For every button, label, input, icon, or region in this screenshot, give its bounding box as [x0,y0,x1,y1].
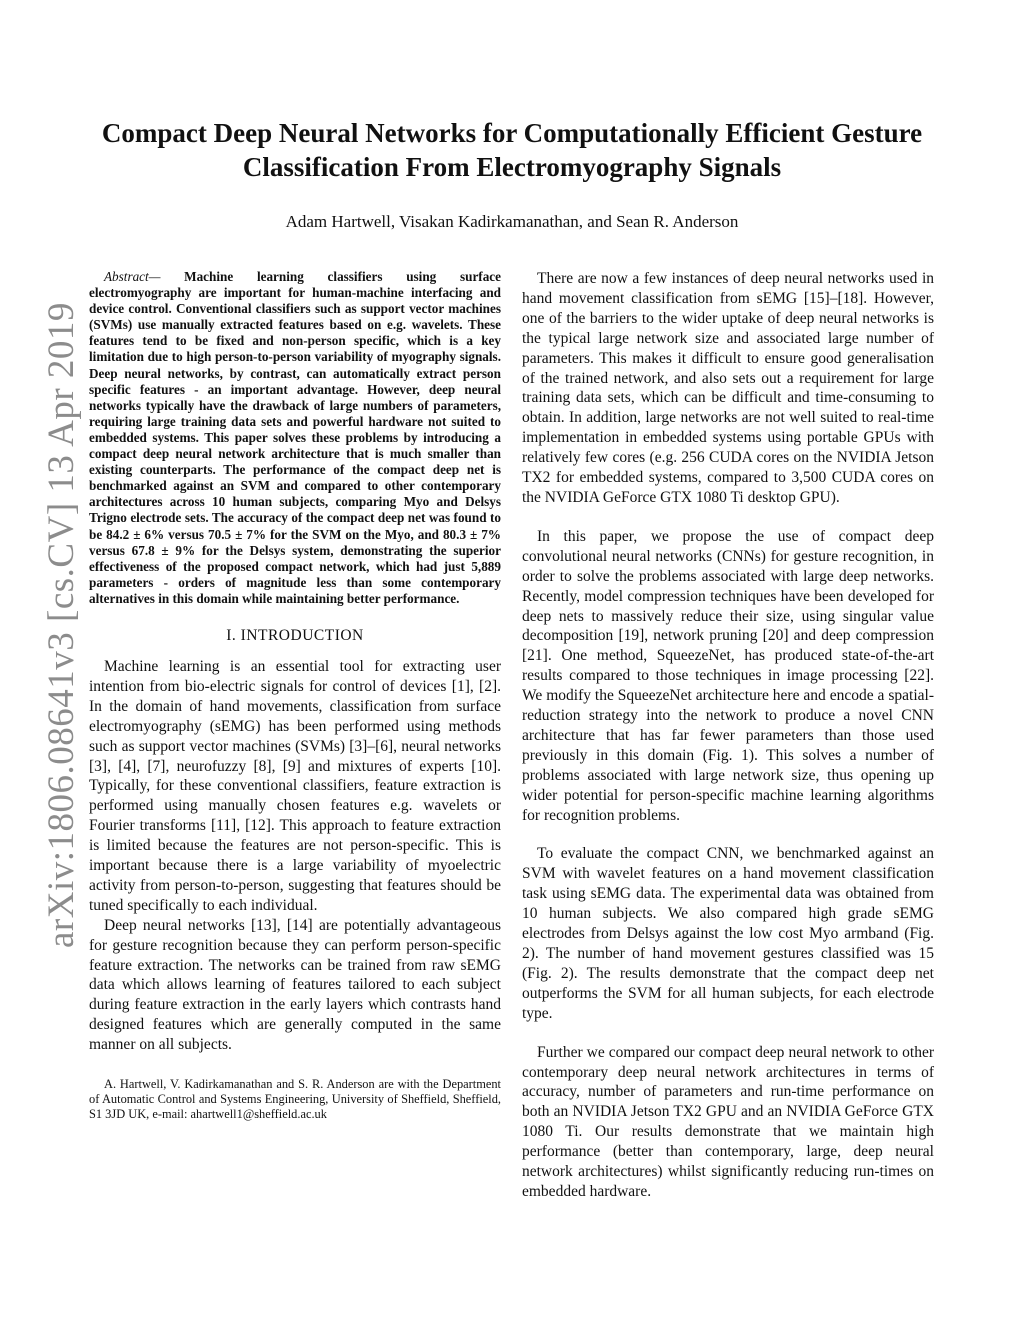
intro-paragraph-2: Deep neural networks [13], [14] are potentially advantageous for gesture recognition because they can perform person-specific feature extraction. The networks can be trained from raw sEMG data which allows learning of features tailored to each subject during feature extraction in the early layers which contrasts hand designed features which are generally computed in the same manner on all subjects. [89,916,501,1054]
intro-paragraph-4: In this paper, we propose the use of compact deep convolutional neural networks (CNNs) for gesture recognition, in order to solve the problems associated with large deep networks. Recently, model compression techniques have been developed for deep nets to massively reduce their size, using singular value decomposition [19], network pruning [20] and deep compression [21]. One method, SqueezeNet, has produced state-of-the-art results compared to those techniques in image processing [22]. We modify the SqueezeNet architecture here and encode a spatial-reduction strategy into the network to produce a novel CNN architecture that has far fewer parameters than those used previously in this domain (Fig. 1). This solves a number of problems associated with large network size, thus opening up wider potential for person-specific machine learning algorithms for recognition problems. [522,527,934,824]
paper-title [80,116,944,184]
intro-paragraph-5: To evaluate the compact CNN, we benchmarked against an SVM with wavelet features on a hand movement classification task using sEMG data. The experimental data was obtained from 10 human subjects. We also compared high grade sEMG electrodes from Delsys against the low cost Myo armband (Fig. 2). The number of hand movement gestures classified was 15 (Fig. 2). The results demonstrate that the compact deep net outperforms the SVM for all human subjects, for each electrode type. [522,845,934,1022]
author-list: Adam Hartwell, Visakan Kadirkamanathan, and Sean R. Anderson [285,212,739,231]
section-heading-introduction: I. INTRODUCTION [226,626,364,644]
left-column [89,269,501,1122]
title-line-2: Classification From Electromyography Signals [242,152,782,182]
author-affiliation-footnote: A. Hartwell, V. Kadirkamanathan and S. R. Anderson are with the Department of Automatic Control and Systems Engineering, University of Sheffield, Sheffield, S1 3JD UK, e-mail: ahartwell1@sheffield.ac.uk [89,1077,501,1122]
right-column [522,269,934,1202]
abstract [89,269,501,607]
intro-paragraph-6: Further we compared our compact deep neural network to other contemporary deep neural network architectures in terms of accuracy, number of parameters and run-time performance on both an NVIDIA Jetson TX2 GPU and an NVIDIA GeForce GTX 1080 Ti. Our results demonstrate that we maintain high performance (better than contemporary, large, deep neural network architectures) whilst significantly reducing run-times on embedded hardware. [522,1043,934,1200]
abstract-label: Abstract— [104,269,161,284]
abstract-text: Machine learning classifiers using surface electromyography are important for human-machine interfacing and device control. Conventional classifiers such as support vector machines (SVMs) use manually extracted features based on e.g. wavelets. These features tend to be fixed and non-person specific, which is a key limitation due to high person-to-person variability of myography signals. Deep neural networks, by contrast, can automatically extract person specific features - an important advantage. However, deep neural networks typically have the drawback of large numbers of parameters, requiring large training data sets and powerful hardware not suited to embedded systems. This paper solves these problems by introducing a compact deep neural network architecture that is much smaller than existing counterparts. The performance of the compact deep net is benchmarked against an SVM and compared to other contemporary architectures across 10 human subjects, comparing Myo and Delsys Trigno electrode sets. The accuracy of the compact deep net was found to be 84.2 ± 6% versus 70.5 ± 7% for the SVM on the Myo, and 80.3 ± 7% versus 67.8 ± 9% for the Delsys system, demonstrating the superior effectiveness of the proposed compact network, which had just 5,889 parameters - orders of magnitude less than some contemporary alternatives in this domain while maintaining better performance. [89,269,501,606]
intro-paragraph-3: There are now a few instances of deep neural networks used in hand movement classification from sEMG [15]–[18]. However, one of the barriers to the wider uptake of deep neural networks is the typical large network size and associated large number of parameters. This makes it difficult to ensure good generalisation of the trained network, and also sets out a requirement for large training data sets, which can be difficult and time-consuming to obtain. In addition, large networks are not well suited to real-time implementation in embedded systems using portable GPUs with relatively few cores (e.g. 256 CUDA cores on the NVIDIA Jetson TX2 for embedded systems, compared to 3,500 CUDA cores on the NVIDIA GeForce GTX 1080 Ti desktop GPU). [522,270,934,506]
title-line-1: Compact Deep Neural Networks for Computationally Efficient Gesture [101,118,923,148]
intro-paragraph-1: Machine learning is an essential tool for extracting user intention from bio-electric signals for control of devices [1], [2]. In the domain of hand movements, classification from surface electromyography (sEMG) has been performed using methods such as support vector machines (SVMs) [3]–[6], neural networks [3], [4], [7], neurofuzzy [8], [9] and mixtures of experts [10]. Typically, for these conventional classifiers, feature extraction is performed using manually chosen features e.g. wavelets or Fourier transforms [11], [12]. This approach to feature extraction is limited because the features are not person-specific. This is important because there is a large variability of myoelectric activity from person-to-person, suggesting that features should be tuned specifically to each individual. [89,657,501,914]
arxiv-identifier: arXiv:1806.08641v3 [cs.CV] 13 Apr 2019 [41,302,82,948]
